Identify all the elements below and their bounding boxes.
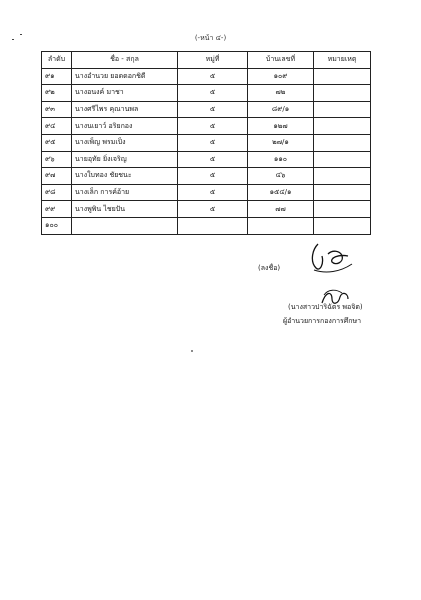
cell-village: ๕ bbox=[178, 184, 248, 201]
cell-village: ๕ bbox=[178, 68, 248, 85]
cell-house-number: ๒๗/๑ bbox=[248, 134, 314, 151]
cell-remarks bbox=[314, 184, 371, 201]
table-row bbox=[42, 134, 371, 151]
cell-order: ๙๖ bbox=[42, 151, 72, 168]
table-row bbox=[42, 101, 371, 118]
cell-order: ๑๐๐ bbox=[42, 217, 72, 234]
cell-name: นางอำนวย ยอดดอกชิดี bbox=[72, 68, 178, 85]
handwritten-signature bbox=[306, 240, 356, 276]
cell-name: นางศรีไพร คุณานพล bbox=[72, 101, 178, 118]
header-order: ลำดับ bbox=[42, 52, 72, 69]
page-number: (-หน้า ๔-) bbox=[194, 34, 227, 42]
cell-village: ๕ bbox=[178, 101, 248, 118]
cell-name: นางนเยาว์ อริยกอง bbox=[72, 118, 178, 135]
cell-remarks bbox=[314, 101, 371, 118]
cell-remarks bbox=[314, 151, 371, 168]
cell-remarks bbox=[314, 68, 371, 85]
roster-table bbox=[41, 51, 371, 235]
cell-house-number: ๗๒ bbox=[248, 85, 314, 102]
cell-village: ๕ bbox=[178, 85, 248, 102]
cell-name: นางพูพิน ไชยปัน bbox=[72, 201, 178, 218]
cell-order: ๙๕ bbox=[42, 134, 72, 151]
scan-speck bbox=[20, 34, 22, 35]
cell-name: นางเล็ก การค์อ้าย bbox=[72, 184, 178, 201]
table-row bbox=[42, 217, 371, 234]
cell-name: นายอุทัย ยิ่งเจริญ bbox=[72, 151, 178, 168]
cell-order: ๙๑ bbox=[42, 68, 72, 85]
table-row bbox=[42, 151, 371, 168]
cell-house-number: ๘๙/๑ bbox=[248, 101, 314, 118]
signer-name: (นางสาวปาริฉัตร พอจิต) bbox=[288, 303, 363, 311]
cell-house-number: ๑๒๗ bbox=[248, 118, 314, 135]
cell-name: นางอนงค์ มาชา bbox=[72, 85, 178, 102]
cell-house-number: ๔๖ bbox=[248, 168, 314, 185]
table-row bbox=[42, 201, 371, 218]
table-header-row bbox=[42, 52, 371, 69]
handwritten-initials bbox=[318, 287, 352, 309]
table-row bbox=[42, 68, 371, 85]
signer-position: ผู้อำนวยการกองการศึกษา bbox=[283, 317, 361, 325]
cell-remarks bbox=[314, 118, 371, 135]
header-village: หมู่ที่ bbox=[178, 52, 248, 69]
cell-order: ๙๙ bbox=[42, 201, 72, 218]
cell-village: ๕ bbox=[178, 201, 248, 218]
cell-house-number: ๑๕๔/๑ bbox=[248, 184, 314, 201]
cell-name: นางใบทอง ชัยชนะ bbox=[72, 168, 178, 185]
header-name: ชื่อ - สกุล bbox=[72, 52, 178, 69]
table-row bbox=[42, 168, 371, 185]
cell-remarks bbox=[314, 201, 371, 218]
cell-village: ๕ bbox=[178, 151, 248, 168]
cell-remarks bbox=[314, 134, 371, 151]
cell-order: ๙๘ bbox=[42, 184, 72, 201]
cell-order: ๙๓ bbox=[42, 101, 72, 118]
cell-order: ๙๒ bbox=[42, 85, 72, 102]
cell-order: ๙๗ bbox=[42, 168, 72, 185]
cell-house-number: ๗๗ bbox=[248, 201, 314, 218]
cell-village: ๕ bbox=[178, 168, 248, 185]
table-row bbox=[42, 85, 371, 102]
cell-village: ๕ bbox=[178, 118, 248, 135]
cell-village: ๕ bbox=[178, 134, 248, 151]
cell-village bbox=[178, 217, 248, 234]
table-row bbox=[42, 184, 371, 201]
cell-house-number: ๑๑๐ bbox=[248, 151, 314, 168]
cell-name bbox=[72, 217, 178, 234]
cell-order: ๙๔ bbox=[42, 118, 72, 135]
cell-remarks bbox=[314, 85, 371, 102]
scan-speck bbox=[191, 350, 193, 352]
signature-prefix: (ลงชื่อ) bbox=[258, 264, 281, 272]
cell-house-number bbox=[248, 217, 314, 234]
cell-house-number: ๑๐๙ bbox=[248, 68, 314, 85]
header-remarks: หมายเหตุ bbox=[314, 52, 371, 69]
header-house-number: บ้านเลขที่ bbox=[248, 52, 314, 69]
scan-speck bbox=[12, 39, 14, 40]
cell-remarks bbox=[314, 217, 371, 234]
cell-name: นางเพ็ญ พรมเป็ง bbox=[72, 134, 178, 151]
cell-remarks bbox=[314, 168, 371, 185]
table-row bbox=[42, 118, 371, 135]
